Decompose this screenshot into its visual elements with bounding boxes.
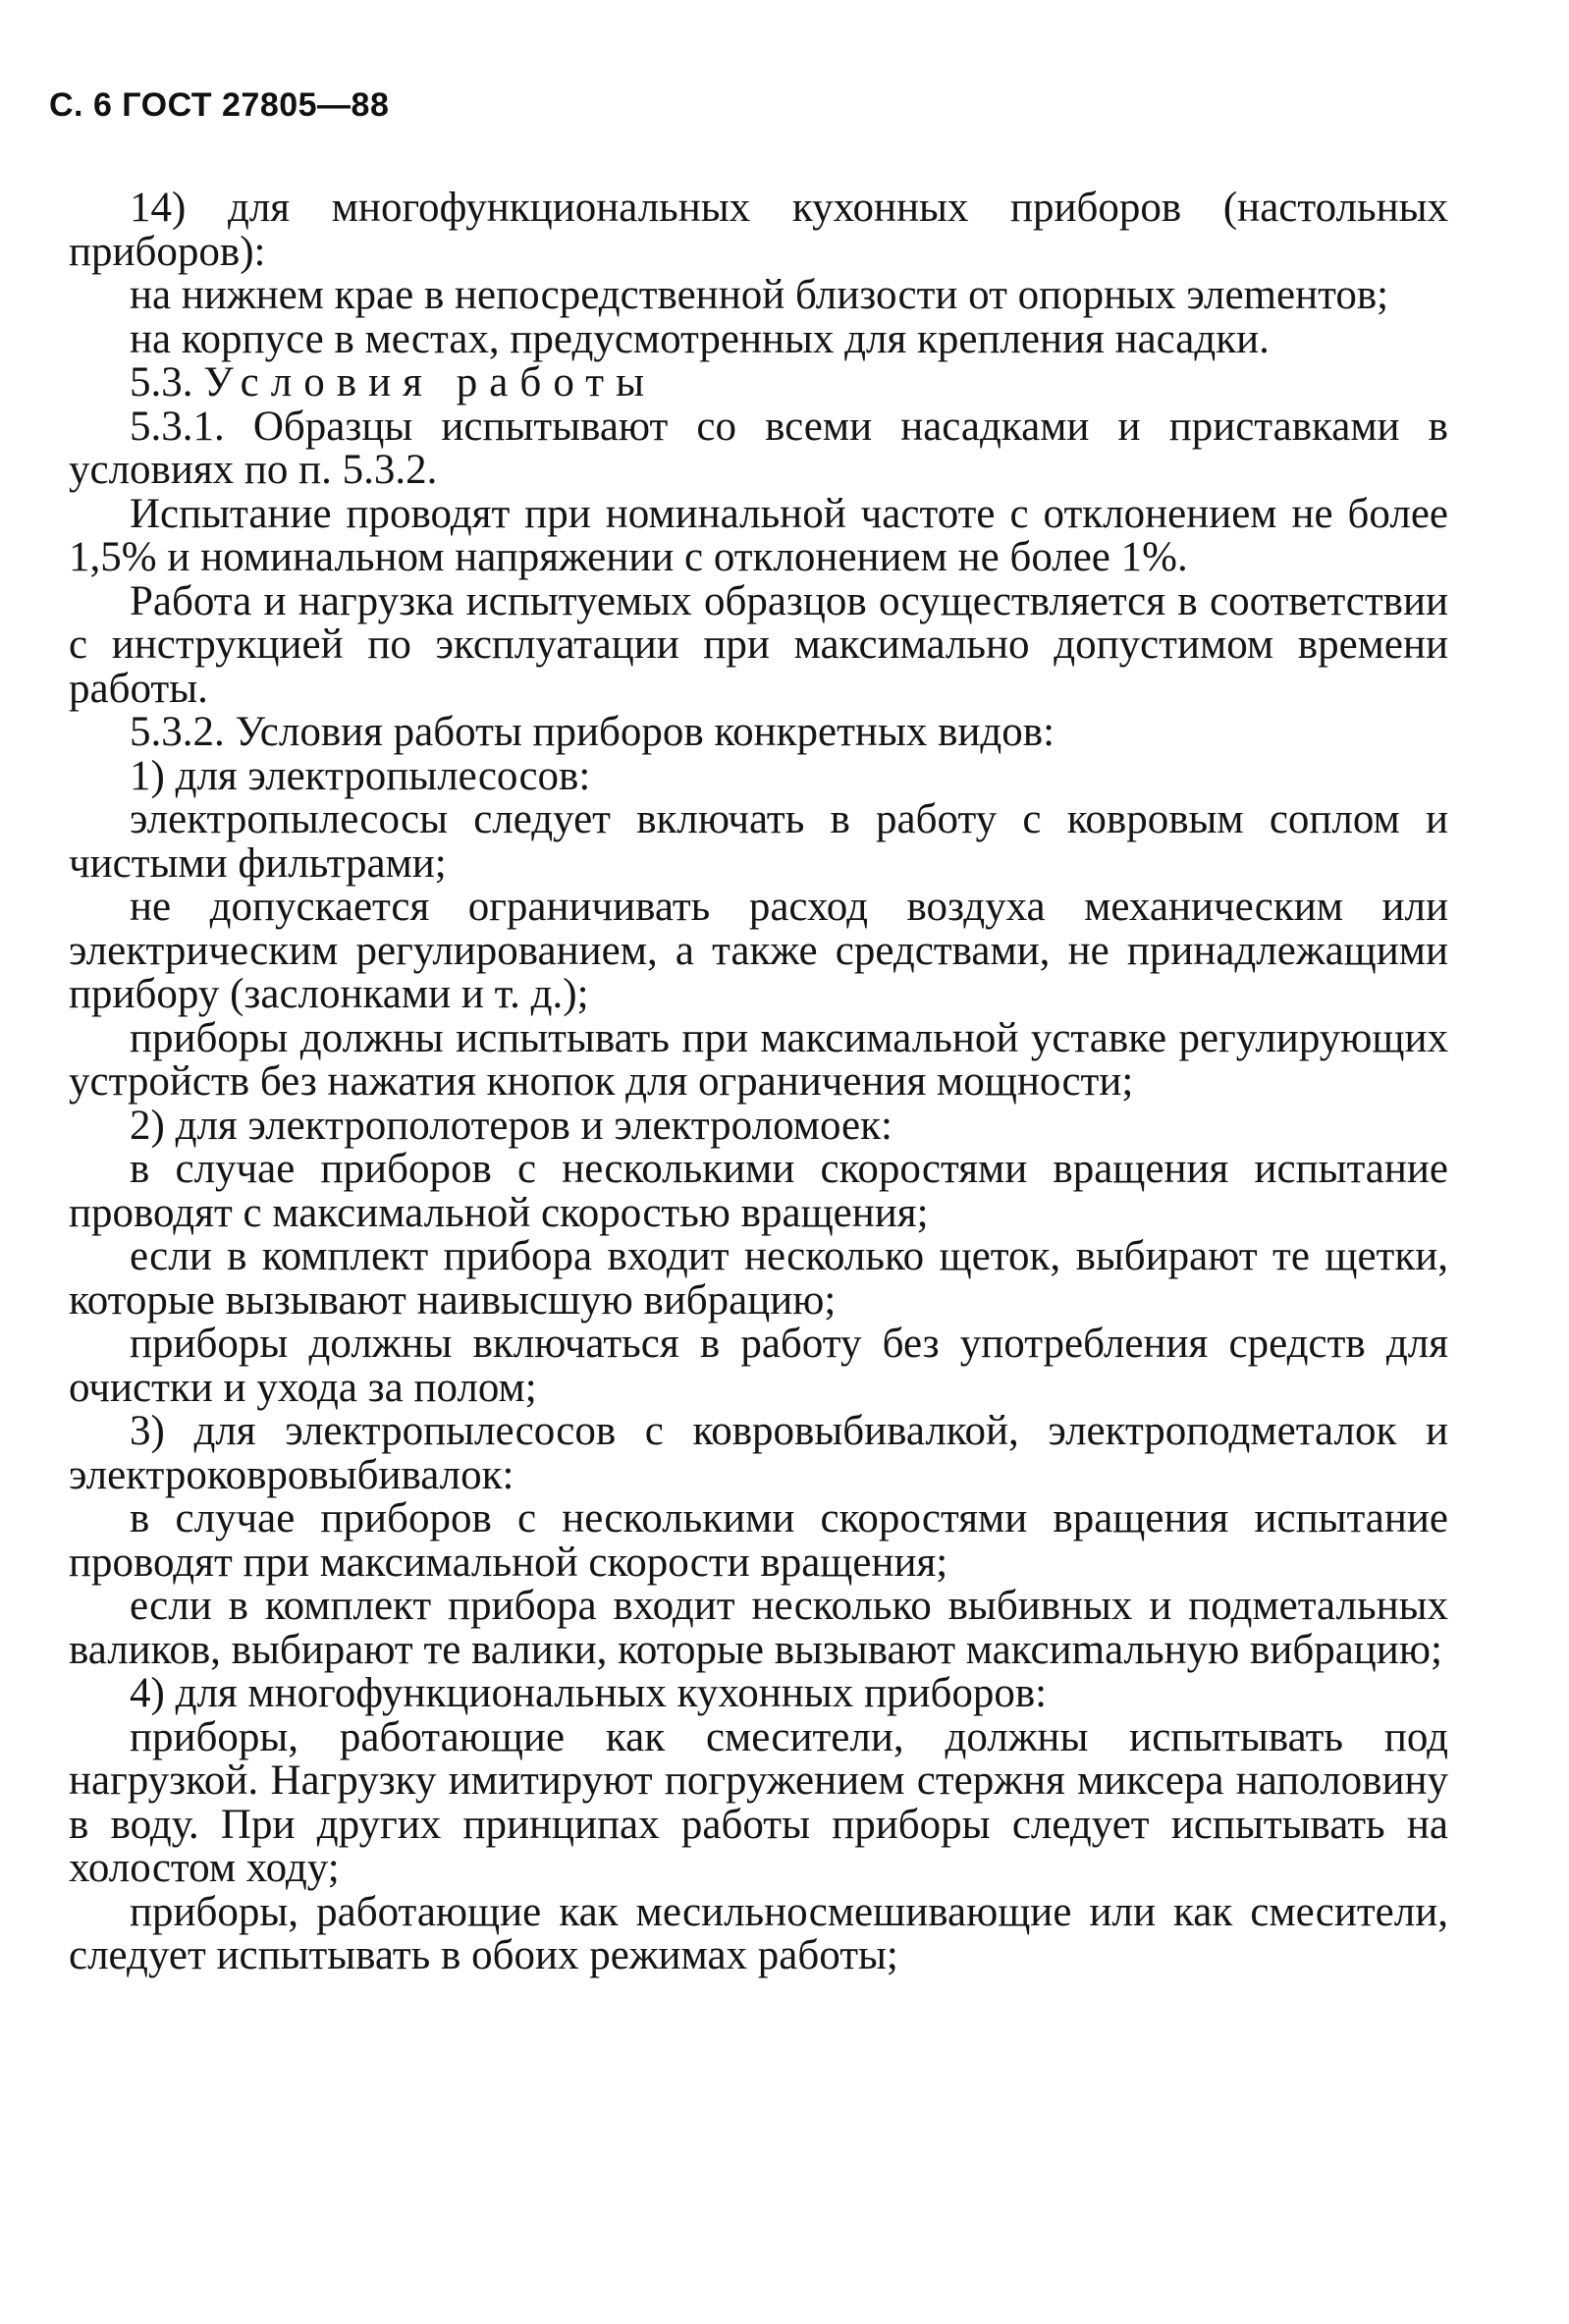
list-item-2-floor-polishers: 2) для электрополотеров и электроломоек:	[130, 1102, 893, 1149]
paragraph-carpet-nozzle: электропылесосы следует включать в работу с ковровым соплом и чистыми фильтрами;	[69, 796, 1448, 887]
paragraph-speeds-polishers: в случае приборов с несколькими скоростями вращения испытание проводят с максимальной скоростью вращения;	[69, 1146, 1448, 1236]
list-item-4-kitchen-appliances: 4) для многофункциональных кухонных приборов:	[130, 1670, 1048, 1716]
paragraph-lower-edge: на нижнем крае в непосредственной близости от опорных элеmентов;	[130, 272, 1389, 318]
paragraph-air-flow: не допускается ограничивать расход воздуха механическим или электрическим регулированием, а также средствами, не принадлежащими прибору (заслонками и т. д.);	[69, 884, 1448, 1017]
paragraph-frequency-voltage: Испытание проводят при номинальной частоте с отклонением не более 1,5% и номинальном напряжении с отклонением не более 1%.	[69, 490, 1448, 580]
paragraph-item-14: 14) для многофункциональных кухонных приборов (настольных приборов):	[69, 185, 1448, 275]
running-header: С. 6 ГОСТ 27805—88	[49, 86, 390, 124]
paragraph-operation-load: Работа и нагрузка испытуемых образцов осуществляется в соответствии с инструкцией по эксплуатации при максимально допустимом времени работы.	[69, 577, 1448, 712]
list-item-1-vacuum-cleaners: 1) для электропылесосов:	[130, 752, 591, 799]
paragraph-mixers: приборы, работающие как смесители, должны испытывать под нагрузкой. Нагрузку имитируют погружением стержня миксера наполовину в воду. При других принципах работы приборы следует испытывать на холостом ходу;	[69, 1713, 1448, 1891]
section-title: Условия работы	[203, 359, 657, 405]
section-heading	[69, 361, 1448, 405]
paragraph-housing: на корпусе в местах, предусмотренных для крепления насадки.	[130, 315, 1270, 362]
paragraph-kneading: приборы, работающие как месильносмешивающие или как смесители, следует испытывать в обоих режимах работы;	[69, 1888, 1448, 1978]
paragraph-cleaning-agents: приборы должны включаться в работу без употребления средств для очистки и ухода за полом;	[69, 1321, 1448, 1411]
paragraph-speeds-beaters: в случае приборов с несколькими скоростями вращения испытание проводят при максимальной скорости вращения;	[69, 1495, 1448, 1586]
list-item-3-carpet-beaters: 3) для электропылесосов с ковровыбивалкой, электроподметалок и электроковровыбивалок:	[69, 1408, 1448, 1498]
paragraph-brushes: если в комплект прибора входит несколько щеток, выбирают те щетки, которые вызывают наивысшую вибрацию;	[69, 1233, 1448, 1324]
paragraph-5-3-2: 5.3.2. Условия работы приборов конкретных видов:	[130, 709, 1055, 755]
body-text	[69, 187, 1448, 1978]
paragraph-rollers: если в комплект прибора входит несколько выбивных и подметальных валиков, выбирают те валики, которые вызывают максиmальную вибрацию;	[69, 1583, 1448, 1673]
paragraph-max-setting: приборы должны испытывать при максимальной уставке регулирующих устройств без нажатия кнопок для ограничения мощности;	[69, 1014, 1448, 1105]
section-number: 5.3.	[130, 359, 193, 405]
paragraph-5-3-1: 5.3.1. Образцы испытывают со всеми насадками и приставками в условиях по п. 5.3.2.	[69, 403, 1448, 493]
